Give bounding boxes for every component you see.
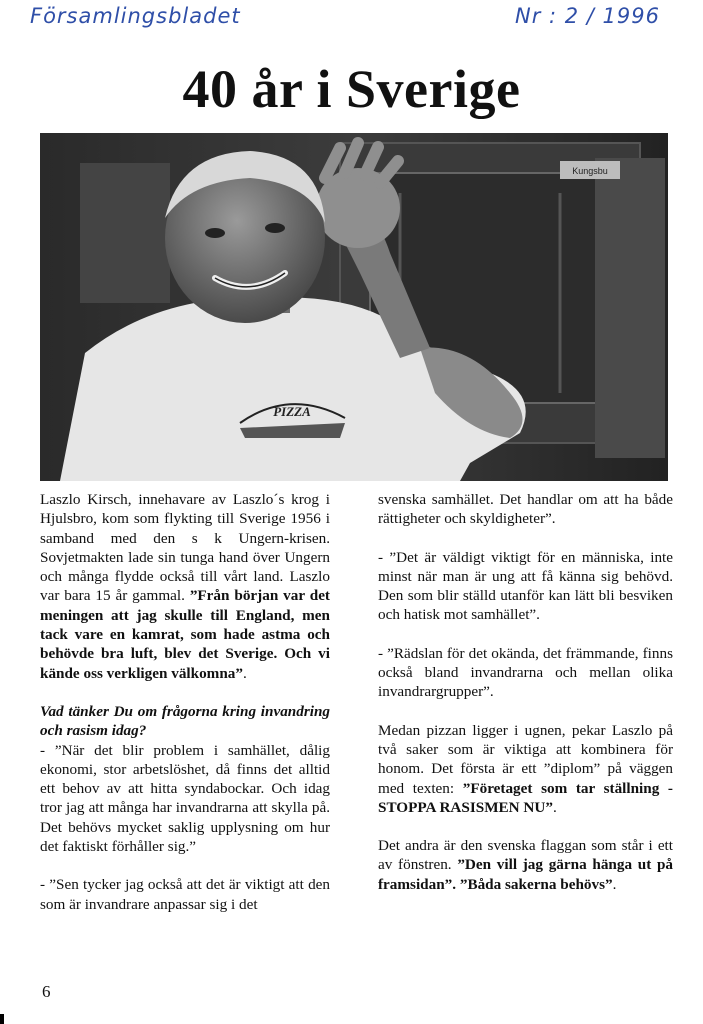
right-paragraph-4 [378, 721, 673, 817]
flag-quote: ”Den vill jag gärna hänga ut på framsidan”. ”Båda sakerna behövs” [378, 856, 674, 893]
left-column [40, 490, 330, 933]
answer-paragraph-2: - ”Sen tycker jag också att det är viktigt att den som är invandrare anpassar sig i det [40, 876, 330, 913]
shirt-logo-text: PIZZA [273, 404, 311, 419]
interview-question: Vad tänker Du om frågorna kring invandring och rasism idag? [40, 702, 330, 740]
intro-paragraph [40, 490, 330, 683]
article-title: 40 år i Sverige [182, 59, 521, 119]
intro-end: . [242, 664, 247, 682]
right-paragraph-5 [378, 836, 673, 894]
right-column [378, 490, 673, 913]
intro-text: Laszlo Kirsch, innehavare av Laszlo´s krog i Hjulsbro, kom som flykting till Sverige 1956 i samband med den s k Ungern-krisen. Sovjetmakten lade sin tunga hand över Ungern och många flydde också till vårt land. Laszlo var bara 15 år gammal. [40, 491, 330, 605]
oven-sign-text: Kungsbu [572, 166, 608, 176]
handwritten-issue-number: Nr : 2 / 1996 [515, 4, 660, 28]
diploma-end: . [552, 798, 557, 816]
page-number: 6 [42, 982, 51, 1001]
scan-edge-mark [0, 1014, 4, 1024]
answer-paragraph-1: - ”När det blir problem i samhället, dålig ekonomi, stor arbetslöshet, då finns det alltid ett behov av att hitta syndabockar. Och idag tror jag att många har invandrarna att skylla på. Det behövs mycket saklig upplysning om hur det faktiskt förhåller sig.” [40, 741, 330, 856]
flag-end: . [612, 875, 617, 893]
diploma-quote: ”Företaget som tar ställning - STOPPA RASISMEN NU” [378, 779, 673, 816]
right-paragraph-3: - ”Rädslan för det okända, det främmande, finns också bland invandrarna och mellan olika invandrargrupper”. [378, 644, 673, 701]
flag-text: Det andra är den svenska flaggan som står i ett av fönstren. [378, 837, 673, 874]
article-photo [40, 133, 668, 481]
right-paragraph-1: svenska samhället. Det handlar om att ha både rättigheter och skyldigheter”. [378, 491, 673, 528]
handwritten-publication-name: Församlingsbladet [30, 4, 241, 28]
right-paragraph-2: - ”Det är väldigt viktigt för en människa, inte minst när man är ung att få känna sig behövd. Den som blir ställd utanför kan lätt bli besviken och hatisk mot samhället”. [378, 548, 673, 624]
diploma-text: Medan pizzan ligger i ugnen, pekar Laszlo på två saker som är viktiga att kombinera för honom. Det första är ett ”diplom” på väggen med texten: [378, 721, 673, 797]
intro-quote: ”Från början var det meningen att jag skulle till England, men tack vare en kamrat, som hade astma och behövde bra luft, blev det Sverige. Och vi kände oss verkligen välkomna” [40, 587, 330, 682]
